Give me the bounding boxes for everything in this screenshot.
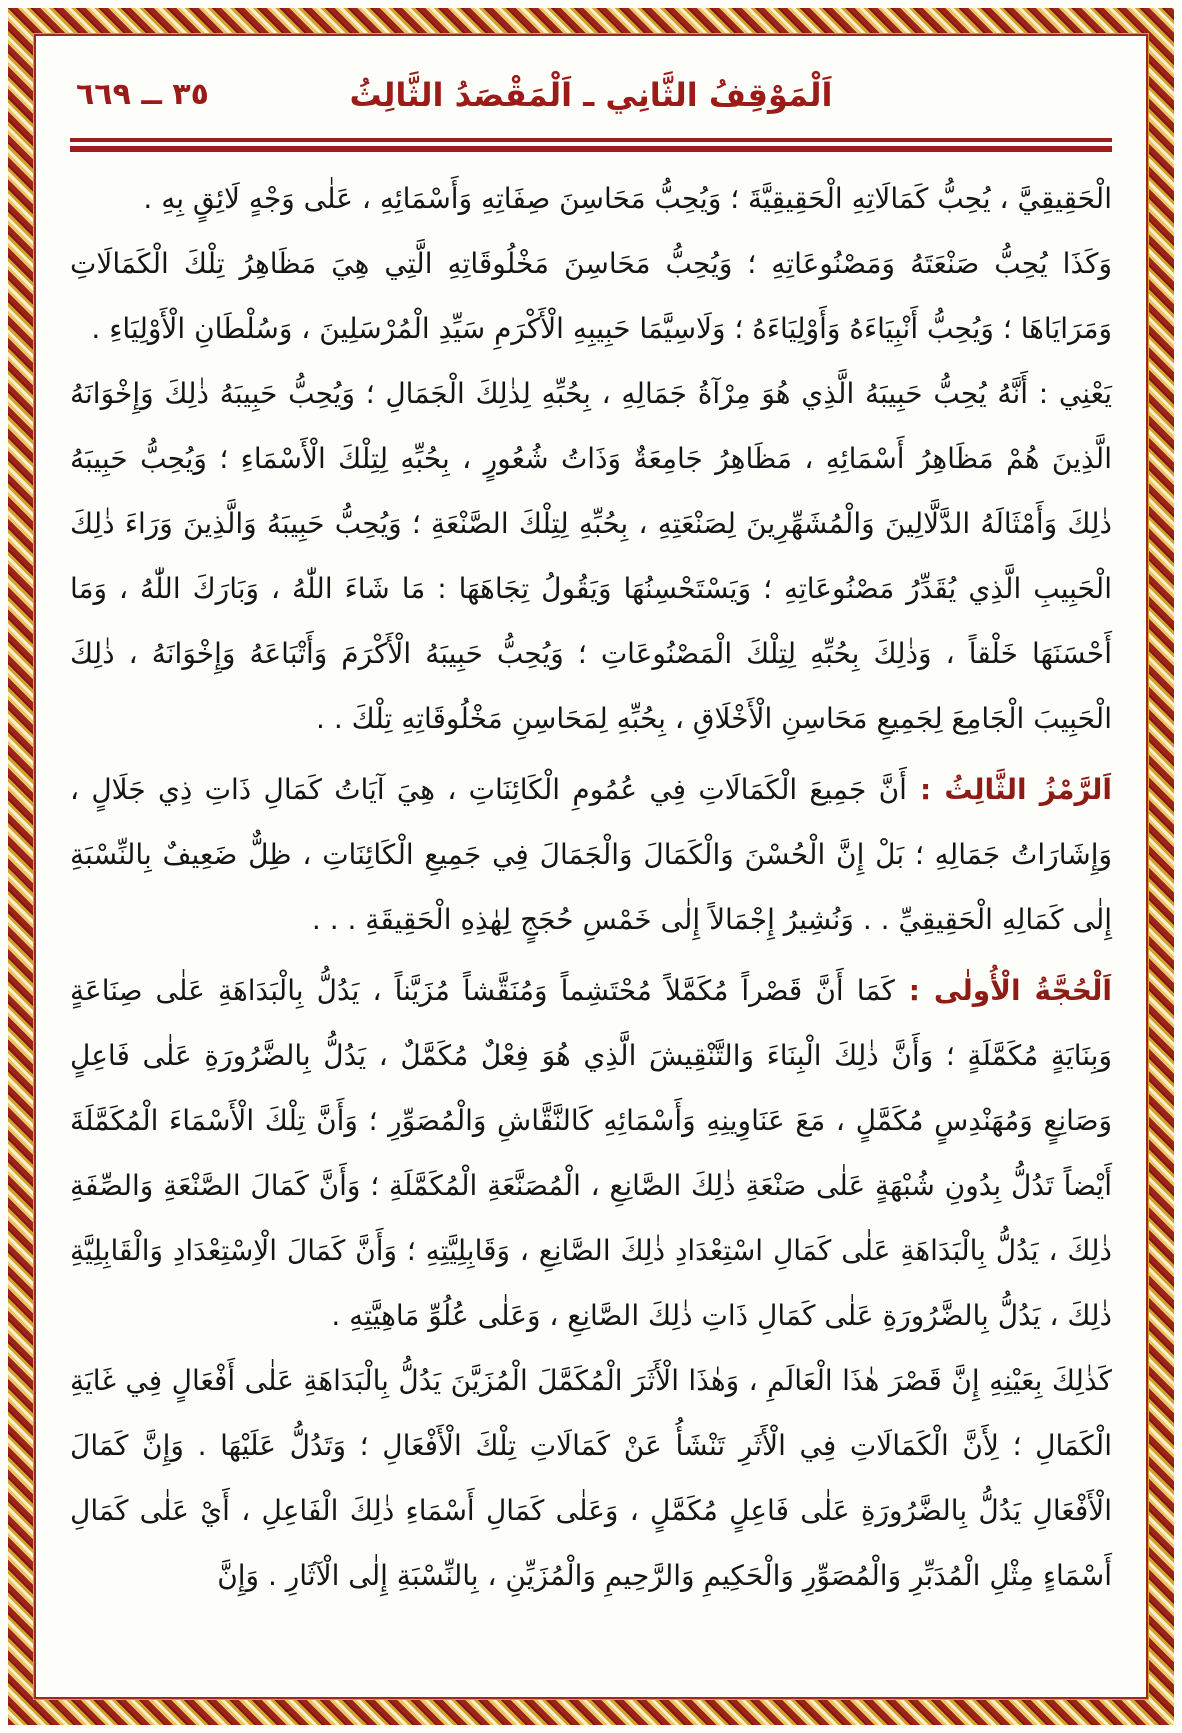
paragraph-text: وَكَذَا يُحِبُّ صَنْعَتَهُ وَمَصْنُوعَاتِهِ ؛ وَيُحِبُّ مَحَاسِنَ مَخْلُوقَاتِهِ الَّتِي هِيَ مَظَاهِرُ تِلْكَ الْكَمَالَاتِ وَمَرَايَاهَا ؛ وَيُحِبُّ أَنْبِيَاءَهُ وَأَوْلِيَاءَهُ ؛ وَلَاسِيَّمَا حَبِيبِهِ الْأَكْرَمِ سَيِّدِ الْمُرْسَلِينَ ، وَسُلْطَانِ الْأَوْلِيَاءِ . [70,247,1112,345]
page-inner-frame [34,34,1148,1699]
paragraph-text: كَمَا أَنَّ قَصْراً مُكَمَّلاً مُحْتَشِماً وَمُنَقَّشاً مُزَيَّناً ، يَدُلُّ بِالْبَدَاهَةِ عَلٰى صِنَاعَةٍ وَبِنَايَةٍ مُكَمَّلَةٍ ؛ وَأَنَّ ذٰلِكَ الْبِنَاءَ وَالتَّنْقِيشَ الَّذِي هُوَ فِعْلٌ مُكَمَّلٌ ، يَدُلُّ بِالضَّرُورَةِ عَلٰى فَاعِلٍ وَصَانِعٍ وَمُهَنْدِسٍ مُكَمَّلٍ ، مَعَ عَنَاوِينِهِ وَأَسْمَائِهِ كَالنَّقَّاشِ وَالْمُصَوِّرِ ؛ وَأَنَّ تِلْكَ الْأَسْمَاءَ الْمُكَمَّلَةَ أَيْضاً تَدُلُّ بِدُونِ شُبْهَةٍ عَلٰى صَنْعَةِ ذٰلِكَ الصَّانِعِ ، الْمُصَنَّعَةِ الْمُكَمَّلَةِ ؛ وَأَنَّ كَمَالَ الصَّنْعَةِ وَالصِّفَةِ ذٰلِكَ ، يَدُلُّ بِالْبَدَاهَةِ عَلٰى كَمَالِ اسْتِعْدَادِ ذٰلِكَ الصَّانِعِ ، وَقَابِلِيَّتِهِ ؛ وَأَنَّ كَمَالَ الْاِسْتِعْدَادِ وَالْقَابِلِيَّةِ ذٰلِكَ ، يَدُلُّ بِالضَّرُورَةِ عَلٰى كَمَالِ ذَاتِ ذٰلِكَ الصَّانِعِ ، وَعَلٰى عُلُوِّ مَاهِيَّتِهِ . [70,974,1112,1332]
ornamental-border [8,8,1174,1725]
paragraph-third-symbol [70,757,1112,952]
paragraph-text: يَعْنِي : أَنَّهُ يُحِبُّ حَبِيبَهُ الَّذِي هُوَ مِرْآةُ جَمَالِهِ ، بِحُبِّهِ لِذٰلِكَ الْجَمَالِ ؛ وَيُحِبُّ حَبِيبَهُ ذٰلِكَ وَإِخْوَانَهُ الَّذِينَ هُمْ مَظَاهِرُ أَسْمَائِهِ ، مَظَاهِرُ جَامِعَةٌ وَذَاتُ شُعُورٍ ، بِحُبِّهِ لِتِلْكَ الْأَسْمَاءِ ؛ وَيُحِبُّ حَبِيبَهُ ذٰلِكَ وَأَمْثَالَهُ الدَّلَّالِينَ وَالْمُشَهِّرِينَ لِصَنْعَتِهِ ، بِحُبِّهِ لِتِلْكَ الصَّنْعَةِ ؛ وَيُحِبُّ حَبِيبَهُ وَالَّذِينَ وَرَاءَ ذٰلِكَ الْحَبِيبِ الَّذِي يُقَدِّرُ مَصْنُوعَاتِهِ ؛ وَيَسْتَحْسِنُهَا وَيَقُولُ تِجَاهَهَا : مَا شَاءَ اللّٰهُ ، وَبَارَكَ اللّٰهُ ، وَمَا أَحْسَنَهَا خَلْقاً ، وَذٰلِكَ بِحُبِّهِ لِتِلْكَ الْمَصْنُوعَاتِ ؛ وَيُحِبُّ حَبِيبَهُ الْأَكْرَمَ وَأَتْبَاعَهُ وَإِخْوَانَهُ ، ذٰلِكَ الْحَبِيبَ الْجَامِعَ لِجَمِيعِ مَحَاسِنِ الْأَخْلَاقِ ، بِحُبِّهِ لِمَحَاسِنِ مَخْلُوقَاتِهِ تِلْكَ . . [70,377,1112,735]
paragraph [70,231,1112,361]
page-header [70,58,1112,132]
section-heading-first-proof: اَلْحُجَّةُ الْأُولٰى : [894,974,1112,1007]
paragraph-first-proof [70,958,1112,1348]
body-text [70,166,1112,1608]
paragraph [70,166,1112,231]
divider-line-bottom [70,146,1112,152]
header-divider [70,138,1112,152]
paragraph-text: كَذٰلِكَ بِعَيْنِهِ إِنَّ قَصْرَ هٰذَا الْعَالَمِ ، وَهٰذَا الْأَثَرَ الْمُكَمَّلَ الْمُزَيَّنَ يَدُلُّ بِالْبَدَاهَةِ عَلٰى أَفْعَالٍ فِي غَايَةِ الْكَمَالِ ؛ لِأَنَّ الْكَمَالَاتِ فِي الْأَثَرِ تَنْشَأُ عَنْ كَمَالَاتِ تِلْكَ الْأَفْعَالِ ؛ وَتَدُلُّ عَلَيْهَا . وَإِنَّ كَمَالَ الْأَفْعَالِ يَدُلُّ بِالضَّرُورَةِ عَلٰى فَاعِلٍ مُكَمَّلٍ ، وَعَلٰى كَمَالِ أَسْمَاءِ ذٰلِكَ الْفَاعِلِ ، أَيْ عَلٰى كَمَالِ أَسْمَاءٍ مِثْلِ الْمُدَبِّرِ وَالْمُصَوِّرِ وَالْحَكِيمِ وَالرَّحِيمِ وَالْمُزَيِّنِ ، بِالنِّسْبَةِ إِلٰى الْآثَارِ . وَإِنَّ [70,1364,1112,1592]
page-content [36,36,1146,1697]
paragraph [70,361,1112,751]
paragraph-text: أَنَّ جَمِيعَ الْكَمَالَاتِ فِي عُمُومِ الْكَائِنَاتِ ، هِيَ آيَاتُ كَمَالِ ذَاتِ ذِي جَلَالٍ ، وَإِشَارَاتُ جَمَالِهِ ؛ بَلْ إِنَّ الْحُسْنَ وَالْكَمَالَ وَالْجَمَالَ فِي جَمِيعِ الْكَائِنَاتِ ، ظِلٌّ ضَعِيفٌ بِالنِّسْبَةِ إِلٰى كَمَالِهِ الْحَقِيقِيِّ . . وَنُشِيرُ إِجْمَالاً إِلٰى خَمْسِ حُجَجٍ لِهٰذِهِ الْحَقِيقَةِ . . . [70,773,1112,936]
paragraph-text: الْحَقِيقِيَّ ، يُحِبُّ كَمَالَاتِهِ الْحَقِيقِيَّةَ ؛ وَيُحِبُّ مَحَاسِنَ صِفَاتِهِ وَأَسْمَائِهِ ، عَلٰى وَجْهٍ لَائِقٍ بِهِ . [143,182,1112,215]
section-heading-third-symbol: اَلرَّمْزُ الثَّالِثُ : [906,773,1112,806]
paragraph [70,1348,1112,1608]
page-number: ٣٥ ــ ٦٦٩ [76,77,209,112]
divider-line-top [70,138,1112,142]
page-title: اَلْمَوْقِفُ الثَّانِي ـ اَلْمَقْصَدُ الثَّالِثُ [349,76,833,114]
